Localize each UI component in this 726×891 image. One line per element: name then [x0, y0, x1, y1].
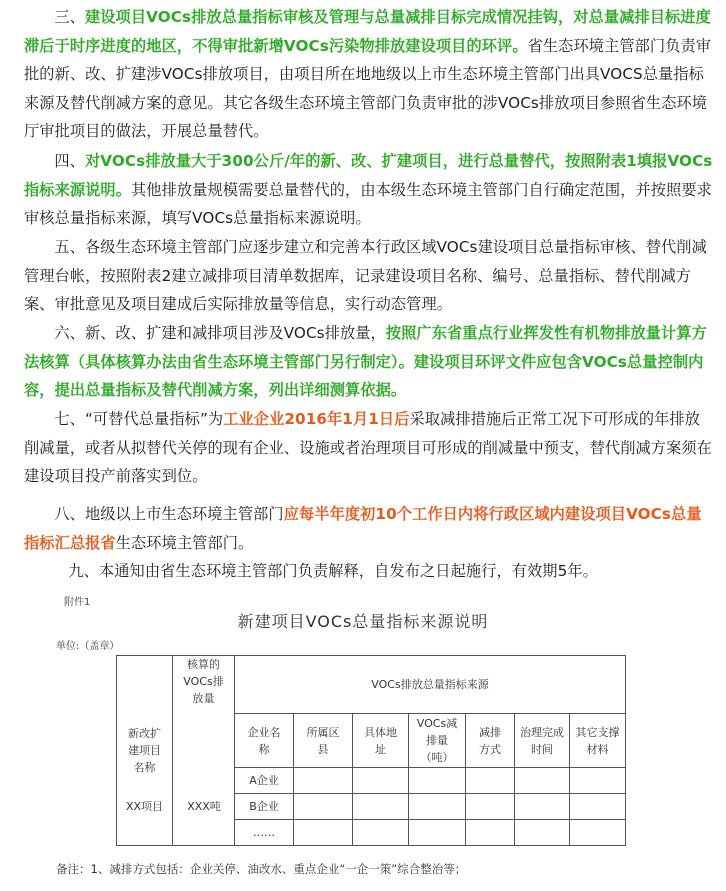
subhead-cell: 企业名称	[235, 714, 294, 768]
table-cell	[515, 768, 570, 794]
text-segment: 其他排放量规模需要总量替代的，由本级生态环境主管部门自行确定范围，并按照要求审核总量指标来源，填写VOCs总量指标来源说明。	[24, 180, 712, 228]
subhead-cell: 具体地址	[353, 714, 409, 768]
paragraph-7	[24, 405, 714, 491]
paragraph-9	[38, 557, 726, 586]
table-cell	[570, 768, 626, 794]
text-segment: 六、新、改、扩建和减排项目涉及VOCs排放量，	[54, 324, 386, 342]
table-cell	[409, 794, 466, 820]
head-source: VOCs排放总量指标来源	[235, 656, 626, 714]
row-company: ……	[235, 820, 294, 846]
highlight-orange: 工业企业2016年1月1日后	[223, 410, 410, 428]
text-segment: 采取减排措施后正常工况下可形成的年排放削减量，或者从拟替代关停的现有企业、设施或者治理项目可形成的削减量中预支，替代削减方案须在建设项目投产前落实到位。	[24, 410, 712, 486]
subhead-cell: 所属区县	[294, 714, 353, 768]
table-cell	[515, 794, 570, 820]
paragraph-8	[24, 500, 714, 557]
table-cell	[294, 820, 353, 846]
table-cell	[466, 820, 515, 846]
table-cell	[294, 794, 353, 820]
project-value: XX项目	[125, 800, 164, 813]
subhead-cell: 治理完成时间	[515, 714, 570, 768]
text-segment: 三、	[54, 8, 85, 26]
paragraph-4	[24, 147, 714, 233]
paragraph-5	[24, 233, 714, 319]
paragraph-3	[24, 3, 714, 146]
table-cell	[466, 794, 515, 820]
text-segment: 生态环境主管部门。	[115, 533, 254, 552]
amount-value: XXX吨	[187, 800, 221, 813]
text-segment: 九、本通知由省生态环境主管部门负责解释，自发布之日起施行，有效期5年。	[68, 562, 598, 580]
source-table	[116, 655, 626, 846]
table-cell	[409, 820, 466, 846]
table-cell	[515, 820, 570, 846]
table-cell	[466, 768, 515, 794]
row-company: B企业	[235, 794, 294, 820]
head-project-name: 新改扩建项目名称	[117, 656, 173, 846]
table-cell	[353, 820, 409, 846]
head-calc-amount: 核算的VOCs排放量	[173, 656, 235, 846]
table-cell	[570, 820, 626, 846]
attachment-label: 附件1	[64, 597, 91, 608]
highlight-orange: 应每半年度初10个工作日内将行政区域内建设项目VOCs总量指标汇总报省	[24, 505, 702, 552]
attachment-unit: 单位:（盖章）	[56, 641, 120, 652]
highlight-green: 建设项目VOCs排放总量指标审核及管理与总量减排目标完成情况挂钩，对总量减排目标进度滞后于时序进度的地区，不得审批新增VOCs污染物排放建设项目的环评。	[24, 8, 711, 55]
table-cell	[353, 768, 409, 794]
table-cell	[294, 768, 353, 794]
text-segment: 四、	[54, 152, 85, 170]
text-segment: 八、地级以上市生态环境主管部门	[54, 505, 284, 523]
text-segment: 省生态环境主管部门负责审批的新、改、扩建涉VOCs排放项目，由项目所在地地级以上市生态环境主管部门出具VOCS总量指标来源及替代削减方案的意见。其它各级生态环境主管部门负责审批的涉VOCs排放项目参照省生态环境厅审批项目的做法，开展总量替代。	[24, 36, 712, 141]
subhead-cell: 减排方式	[466, 714, 515, 768]
table-cell	[353, 794, 409, 820]
attachment-note: 备注：1、减排方式包括：企业关停、油改水、重点企业“一企一策”综合整治等；	[56, 862, 467, 876]
highlight-green: 对VOCs排放量大于300公斤/年的新、改、扩建项目，进行总量替代，按照附表1填报VOCs指标来源说明。	[24, 152, 713, 199]
attachment-1	[0, 585, 726, 891]
attachment-title: 新建项目VOCs总量指标来源说明	[237, 612, 489, 631]
table-cell	[409, 768, 466, 794]
row-company: A企业	[235, 768, 294, 794]
text-segment: 七、“可替代总量指标”为	[54, 410, 224, 428]
table-cell	[570, 794, 626, 820]
subhead-cell: VOCs减排量（吨）	[409, 714, 466, 768]
subhead-cell: 其它支撑材料	[570, 714, 626, 768]
paragraph-6	[24, 319, 714, 405]
text-segment: 五、各级生态环境主管部门应逐步建立和完善本行政区域VOCs建设项目总量指标审核、替代削减管理台帐，按照附表2建立减排项目清单数据库，记录建设项目名称、编号、总量指标、替代削减方案、审批意见及项目建成后实际排放量等信息，实行动态管理。	[24, 238, 707, 314]
highlight-green: 按照广东省重点行业挥发性有机物排放量计算方法核算（具体核算办法由省生态环境主管部门另行制定）。建设项目环评文件应包含VOCs总量控制内容，提出总量指标及替代削减方案，列出详细测算依据。	[24, 324, 707, 400]
